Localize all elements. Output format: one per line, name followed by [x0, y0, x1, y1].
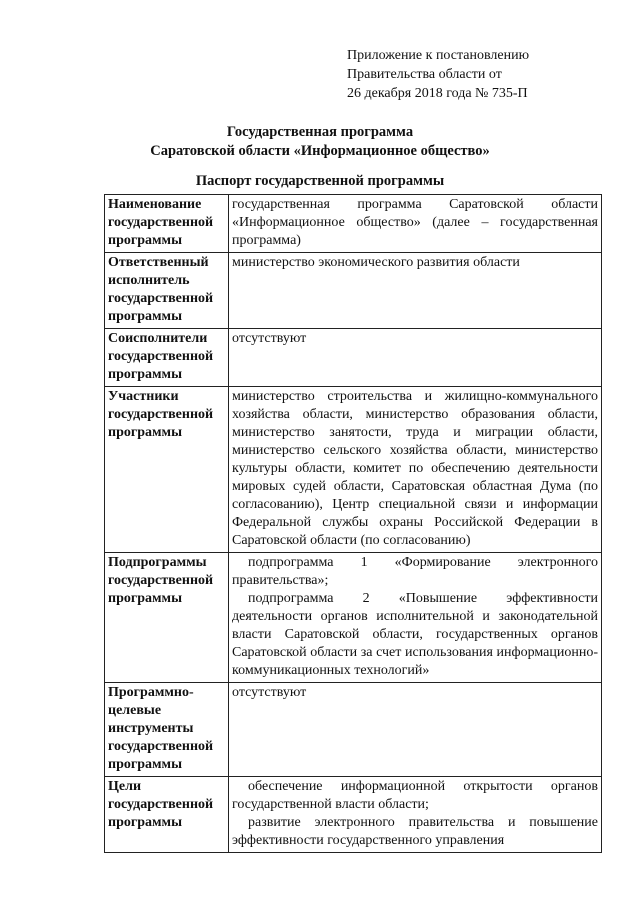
- table-row: [105, 777, 602, 853]
- subprogram-1: подпрограмма 1 «Формирование электронного правительства»;: [232, 555, 598, 588]
- row-label: Программно-целевые инструменты государственной программы: [105, 683, 229, 777]
- appendix-line: Правительства области от: [347, 67, 502, 82]
- passport-title: Паспорт государственной программы: [195, 173, 445, 189]
- row-label: Соисполнители государственной программы: [105, 329, 229, 387]
- appendix-note: [347, 46, 529, 103]
- goal-2: развитие электронного правительства и повышение эффективности государственного управления: [232, 815, 598, 848]
- goal-1: обеспечение информационной открытости органов государственной власти области;: [232, 779, 598, 812]
- row-value: государственная программа Саратовской области «Информационное общество» (далее – государственная программа): [229, 195, 602, 253]
- table-row: [105, 195, 602, 253]
- row-value: [229, 777, 602, 853]
- table-row: [105, 683, 602, 777]
- program-title: Государственная программа: [226, 124, 414, 140]
- passport-table: [104, 194, 602, 853]
- subprogram-2: подпрограмма 2 «Повышение эффективности деятельности органов исполнительной и законодательной власти Саратовской области, государственных органов Саратовской области за счет использования информационно-коммуникационных технологий»: [232, 591, 598, 678]
- row-value: отсутствуют: [229, 683, 602, 777]
- row-label: Участники государственной программы: [105, 387, 229, 553]
- table-row: [105, 387, 602, 553]
- row-value: [229, 553, 602, 683]
- appendix-line: Приложение к постановлению: [347, 48, 530, 63]
- appendix-line: 26 декабря 2018 года № 735-П: [347, 86, 528, 101]
- row-value: министерство экономического развития области: [229, 253, 602, 329]
- row-label: Подпрограммы государственной программы: [105, 553, 229, 683]
- row-label: Ответственный исполнитель государственной программы: [105, 253, 229, 329]
- program-subtitle: Саратовской области «Информационное общество»: [150, 143, 490, 159]
- row-value: отсутствуют: [229, 329, 602, 387]
- table-row: [105, 553, 602, 683]
- row-label: Наименование государственной программы: [105, 195, 229, 253]
- table-row: [105, 329, 602, 387]
- row-label: Цели государственной программы: [105, 777, 229, 853]
- row-value: министерство строительства и жилищно-коммунального хозяйства области, министерство образования области, министерство занятости, труда и миграции области, министерство сельского хозяйства области, министерство культуры области, комитет по обеспечению деятельности мировых судей области, Саратовская областная Дума (по согласованию), Центр специальной связи и информации Федеральной службы охраны Российской Федерации в Саратовской области (по согласованию): [229, 387, 602, 553]
- table-row: [105, 253, 602, 329]
